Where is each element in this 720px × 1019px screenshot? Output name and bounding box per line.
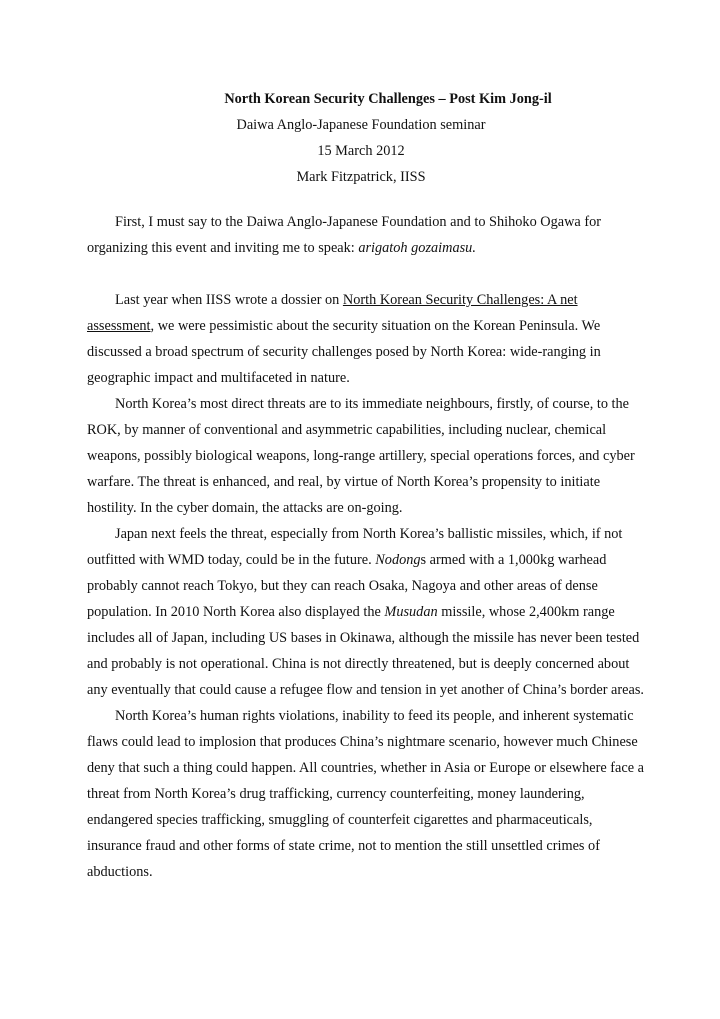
- dossier-title-link: North Korean Security Challenges: A net assessment: [87, 292, 578, 334]
- dossier-text-before: Last year when IISS wrote a dossier on: [115, 292, 343, 308]
- musudan-italic: Musudan: [384, 604, 438, 620]
- paragraph-dossier: [87, 287, 647, 391]
- paragraph-intro: [87, 209, 647, 261]
- author-line: Mark Fitzpatrick, IISS: [296, 169, 426, 185]
- document-title: North Korean Security Challenges – Post Kim Jong-il: [224, 91, 552, 107]
- intro-text: First, I must say to the Daiwa Anglo-Japanese Foundation and to Shihoko Ogawa for organizing this event and inviting me to speak:: [87, 214, 602, 256]
- nodong-italic: Nodong: [375, 552, 421, 568]
- dossier-text-after: , we were pessimistic about the security situation on the Korean Peninsula. We discussed a broad spectrum of security challenges posed by North Korea: wide-ranging in geographic impact and multifaceted in nature.: [87, 318, 601, 386]
- event-date: 15 March 2012: [317, 143, 405, 159]
- paragraph-direct-threats: North Korea’s most direct threats are to its immediate neighbours, firstly, of course, to the ROK, by manner of conventional and asymmetric capabilities, including nuclear, chemical weapons, possibly biological weapons, long-range artillery, special operations forces, and cyber warfare. The threat is enhanced, and real, by virtue of North Korea’s propensity to initiate hostility. In the cyber domain, the attacks are on-going.: [87, 396, 635, 516]
- paragraph-human-rights: North Korea’s human rights violations, inability to feed its people, and inherent systematic flaws could lead to implosion that produces China’s nightmare scenario, however much Chinese deny that such a thing could happen. All countries, whether in Asia or Europe or elsewhere face a threat from North Korea’s drug trafficking, currency counterfeiting, money laundering, endangered species trafficking, smuggling of counterfeit cigarettes and pharmaceuticals, insurance fraud and other forms of state crime, not to mention the still unsettled crimes of abductions.: [87, 708, 644, 880]
- japan-text-b: s armed with a 1,000kg warhead probably cannot reach Tokyo, but they can reach Osaka, Nagoya and other areas of dense population. In 2010 North Korea also displayed the: [87, 552, 607, 620]
- intro-italic-phrase: arigatoh gozaimasu.: [358, 240, 476, 256]
- japan-text-c: missile, whose 2,400km range includes all of Japan, including US bases in Okinawa, although the missile has never been tested and probably is not operational. China is not directly threatened, but is deeply concerned about any eventually that could cause a refugee flow and tension in yet another of China’s border areas.: [87, 604, 644, 698]
- event-name: Daiwa Anglo-Japanese Foundation seminar: [236, 117, 486, 133]
- paragraph-japan: [87, 521, 647, 703]
- document-header: [0, 86, 720, 190]
- document-body: [87, 209, 647, 885]
- japan-text-a: Japan next feels the threat, especially from North Korea’s ballistic missiles, which, if not outfitted with WMD today, could be in the future.: [87, 526, 623, 568]
- paragraph-gap: [87, 261, 647, 287]
